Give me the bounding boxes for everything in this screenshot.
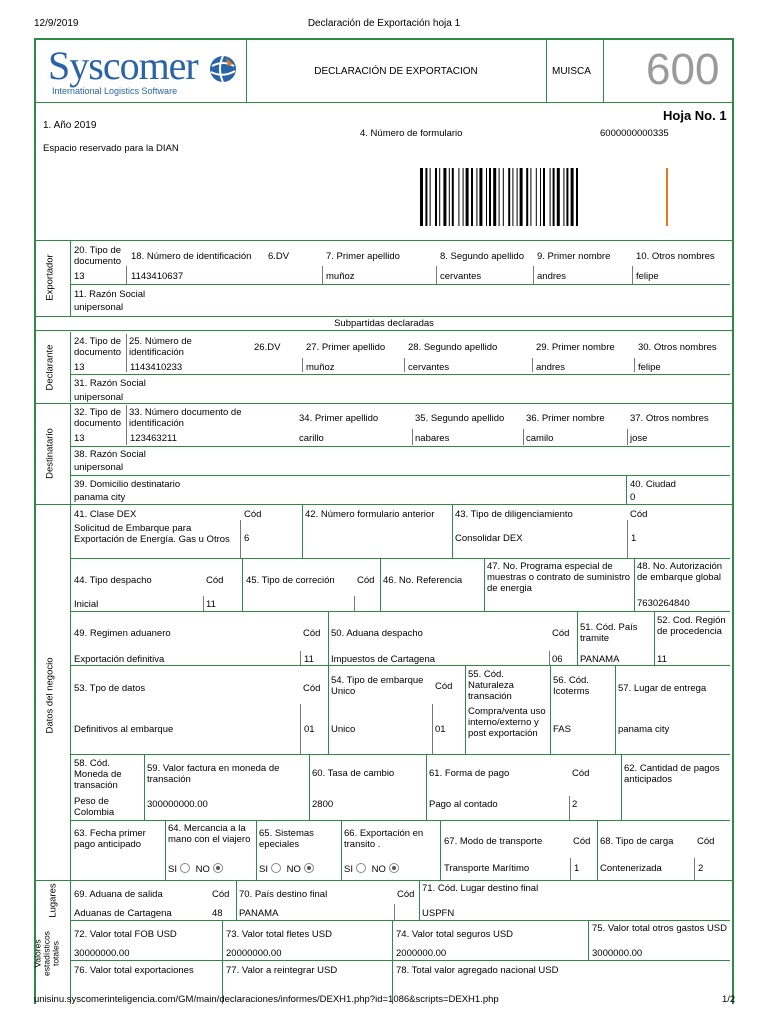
- label-41-cod: Cód: [244, 509, 262, 520]
- label-49-cod: Cód: [303, 628, 321, 639]
- value-27: muñoz: [306, 362, 335, 373]
- label-9: 9. Primer nombre: [537, 251, 611, 262]
- radio-66-si[interactable]: [356, 863, 366, 873]
- label-47: 47. No. Programa especial de muestras o contrato de suministro de energia: [487, 561, 631, 594]
- value-44-cod: 11: [206, 599, 216, 610]
- label-10: 10. Otros nombres: [636, 251, 715, 262]
- value-35: nabares: [415, 433, 450, 444]
- value-67-cod: 1: [574, 863, 580, 874]
- value-68: Contenerizada: [600, 863, 662, 874]
- footer-url: unisinu.syscomerinteligencia.com/GM/main/declaraciones/informes/DEXH1.php?id=1086&scripts=DEXH1.php: [34, 994, 499, 1005]
- label-44: 44. Tipo despacho: [74, 575, 152, 586]
- globe-icon: [208, 54, 238, 84]
- value-34: carillo: [299, 433, 324, 444]
- value-53-cod: 01: [304, 724, 315, 735]
- section-destinatario: Destinatario: [44, 428, 56, 479]
- subpartidas-title: Subpartidas declaradas: [334, 318, 434, 329]
- value-31: unipersonal: [74, 392, 124, 403]
- radio-64[interactable]: [168, 863, 226, 875]
- label-77: 77. Valor a reintegrar USD: [226, 965, 338, 976]
- value-41-cod: 6: [244, 533, 250, 544]
- label-11: 11. Razón Social: [74, 289, 146, 300]
- label-43-cod: Cód: [630, 509, 648, 520]
- form-code: 600: [646, 45, 720, 94]
- label-52: 52. Cod. Región de procedencia: [657, 615, 726, 637]
- value-56: FAS: [553, 724, 571, 735]
- label-43: 43. Tipo de diligenciamiento: [455, 509, 573, 520]
- value-30: felipe: [638, 362, 661, 373]
- radio-64-no[interactable]: [213, 863, 223, 873]
- radio-64-si[interactable]: [180, 863, 190, 873]
- value-69: Aduanas de Cartagena: [74, 908, 172, 919]
- label-76: 76. Valor total exportaciones: [74, 965, 194, 976]
- section-exportador: Exportador: [44, 254, 56, 301]
- value-39: panama city: [74, 492, 126, 503]
- section-declarante: Declarante: [44, 344, 56, 391]
- value-33: 123463211: [130, 433, 177, 444]
- label-54-cod: Cód: [435, 681, 453, 692]
- value-8: cervantes: [440, 271, 482, 282]
- value-25: 1143410233: [130, 362, 183, 373]
- label-60: 60. Tasa de cambio: [312, 768, 395, 779]
- print-title: Declaración de Exportación hoja 1: [307, 18, 461, 29]
- label-38: 38. Razón Social: [74, 449, 146, 460]
- value-53: Definitivos al embarque: [74, 724, 174, 735]
- value-51: PANAMA: [580, 654, 620, 665]
- label-70: 70. País destino final: [239, 889, 328, 900]
- label-58: 58. Cód. Moneda de transación: [74, 758, 122, 791]
- label-33: 33. Número documento de identificación: [129, 407, 242, 429]
- label-74: 74. Valor total seguros USD: [396, 929, 514, 940]
- section-lugares: Lugares: [47, 883, 59, 918]
- value-74: 2000000.00: [396, 948, 447, 959]
- value-48: 7630264840: [637, 598, 690, 609]
- value-29: andres: [536, 362, 566, 373]
- label-53: 53. Tpo de datos: [74, 683, 146, 694]
- radio-65-no[interactable]: [304, 863, 314, 873]
- value-50-cod: 06: [552, 654, 563, 665]
- label-20: 20. Tipo de documento: [74, 245, 122, 267]
- section-datos-negocio: Datos del negocio: [44, 657, 56, 734]
- label-62: 62. Cantidad de pagos anticipados: [624, 763, 720, 785]
- label-45: 45. Tipo de correción: [246, 575, 335, 586]
- label-40: 40. Ciudad: [630, 479, 676, 490]
- label-42: 42. Número formulario anterior: [305, 509, 435, 520]
- label-37: 37. Otros nombres: [630, 413, 709, 424]
- radio-65-no-label: NO: [286, 864, 301, 875]
- print-date: 12/9/2019: [34, 18, 79, 29]
- value-60: 2800: [312, 799, 334, 810]
- value-36: camilo: [526, 433, 554, 444]
- label-35: 35. Segundo apellido: [415, 413, 505, 424]
- label-41: 41. Clase DEX: [74, 509, 137, 520]
- label-39: 39. Domicilio destinatario: [74, 479, 181, 490]
- label-55: 55. Cód. Naturaleza transación: [468, 669, 514, 702]
- value-69-cod: 48: [212, 908, 223, 919]
- value-32: 13: [74, 433, 85, 444]
- label-25: 25. Número de identificación: [129, 336, 192, 358]
- hoja-number: Hoja No. 1: [663, 108, 727, 123]
- radio-66-no-label: NO: [371, 864, 386, 875]
- label-45-cod: Cód: [357, 575, 375, 586]
- value-10: felipe: [636, 271, 659, 282]
- label-31: 31. Razón Social: [74, 378, 146, 389]
- label-61-cod: Cód: [572, 768, 590, 779]
- label-53-cod: Cód: [303, 683, 321, 694]
- section-valores: Valores estadísticos totales: [32, 931, 61, 976]
- label-69-cod: Cód: [212, 889, 230, 900]
- footer-page: 1/2: [722, 994, 736, 1005]
- value-41: Solicitud de Embarque para Exportación de Energía. Gas u Otros: [74, 523, 230, 545]
- label-26: 26.DV: [254, 342, 281, 353]
- label-48: 48. No. Autorización de embarque global: [637, 561, 723, 583]
- dian-reserved: Espacio reservado para la DIAN: [43, 143, 179, 154]
- radio-66[interactable]: [344, 863, 402, 875]
- label-69: 69. Aduana de salida: [74, 889, 163, 900]
- radio-64-si-label: SI: [168, 864, 177, 875]
- value-54: Unico: [331, 724, 356, 735]
- label-68: 68. Tipo de carga: [600, 836, 674, 847]
- label-32: 32. Tipo de documento: [74, 407, 122, 429]
- label-73: 73. Valor total fletes USD: [226, 929, 332, 940]
- value-55: Compra/venta uso interno/externo y post exportación: [468, 706, 546, 739]
- label-24: 24. Tipo de documento: [74, 336, 122, 358]
- label-29: 29. Primer nombre: [536, 342, 615, 353]
- label-72: 72. Valor total FOB USD: [74, 929, 177, 940]
- label-56: 56. Cód. Icoterms: [553, 675, 590, 697]
- value-24: 13: [74, 362, 85, 373]
- label-46: 46. No. Referencia: [383, 575, 463, 586]
- label-68-cod: Cód: [697, 836, 715, 847]
- radio-65[interactable]: [259, 863, 317, 875]
- value-73: 20000000.00: [226, 948, 282, 959]
- value-18: 1143410637: [131, 271, 184, 282]
- label-75: 75. Valor total otros gastos USD: [592, 923, 727, 934]
- value-57: panama city: [618, 724, 670, 735]
- label-49: 49. Regimen aduanero: [74, 628, 171, 639]
- value-49-cod: 11: [304, 654, 314, 665]
- radio-64-no-label: NO: [195, 864, 210, 875]
- value-43: Consolidar DEX: [455, 533, 523, 544]
- value-59: 300000000.00: [147, 799, 208, 810]
- value-37: jose: [630, 433, 648, 444]
- value-50: Impuestos de Cartagena: [331, 654, 436, 665]
- value-61: Pago al contado: [429, 799, 498, 810]
- form-number-value: 6000000000335: [600, 128, 669, 139]
- label-59: 59. Valor factura en moneda de transación: [147, 763, 280, 785]
- label-64: 64. Mercancia a la mano con el viajero: [168, 823, 251, 845]
- radio-66-no[interactable]: [389, 863, 399, 873]
- label-34: 34. Primer apellido: [299, 413, 379, 424]
- value-75: 3000000.00: [592, 948, 643, 959]
- label-6: 6.DV: [268, 251, 290, 262]
- value-43-cod: 1: [631, 533, 637, 544]
- label-7: 7. Primer apellido: [326, 251, 400, 262]
- value-54-cod: 01: [435, 724, 446, 735]
- value-11: unipersonal: [74, 302, 124, 313]
- value-68-cod: 2: [698, 863, 704, 874]
- value-67: Transporte Marítimo: [444, 863, 530, 874]
- form-title: DECLARACIÓN DE EXPORTACION: [314, 66, 478, 77]
- value-38: unipersonal: [74, 462, 124, 473]
- radio-66-si-label: SI: [344, 864, 353, 875]
- label-71: 71. Cód. Lugar destino final: [422, 883, 539, 894]
- label-67: 67. Modo de transporte: [444, 836, 543, 847]
- value-71: USPFN: [422, 908, 455, 919]
- label-61: 61. Forma de pago: [429, 768, 510, 779]
- label-63: 63. Fecha primer pago anticipado: [74, 828, 146, 850]
- value-72: 30000000.00: [74, 948, 130, 959]
- value-61-cod: 2: [572, 799, 578, 810]
- logo-name: Syscomer: [48, 43, 198, 88]
- label-50-cod: Cód: [552, 628, 570, 639]
- value-9: andres: [537, 271, 567, 282]
- label-78: 78. Total valor agregado nacional USD: [396, 965, 559, 976]
- value-52: 11: [657, 654, 667, 665]
- company-name: MUISCA: [552, 66, 591, 77]
- label-65: 65. Sistemas epeciales: [259, 828, 314, 850]
- barcode: [420, 168, 672, 226]
- label-54: 54. Tipo de embarque Unico: [331, 675, 424, 697]
- label-27: 27. Primer apellido: [306, 342, 386, 353]
- year-field: 1. Año 2019: [43, 120, 97, 131]
- label-44-cod: Cód: [206, 575, 224, 586]
- radio-65-si-label: SI: [259, 864, 268, 875]
- radio-65-si[interactable]: [271, 863, 281, 873]
- label-67-cod: Cód: [573, 836, 591, 847]
- label-36: 36. Primer nombre: [526, 413, 605, 424]
- label-28: 28. Segundo apellido: [408, 342, 498, 353]
- value-7: muñoz: [326, 271, 355, 282]
- value-49: Exportación definitiva: [74, 654, 165, 665]
- label-70-cod: Cód: [397, 889, 415, 900]
- value-40: 0: [630, 492, 636, 503]
- value-28: cervantes: [408, 362, 450, 373]
- form-number-label: 4. Número de formulario: [360, 128, 463, 139]
- logo-tagline: International Logistics Software: [52, 86, 178, 96]
- value-44: Inicial: [74, 599, 99, 610]
- label-66: 66. Exportación en transito .: [344, 828, 424, 850]
- label-18: 18. Número de identificación: [131, 251, 252, 262]
- label-8: 8. Segundo apellido: [440, 251, 524, 262]
- label-57: 57. Lugar de entrega: [618, 683, 707, 694]
- label-51: 51. Cód. País tramite: [580, 622, 638, 644]
- label-50: 50. Aduana despacho: [331, 628, 423, 639]
- label-30: 30. Otros nombres: [638, 342, 717, 353]
- syscomer-logo: [48, 43, 238, 98]
- value-70: PANAMA: [239, 908, 279, 919]
- value-58: Peso de Colombia: [74, 796, 115, 818]
- value-20: 13: [74, 271, 85, 282]
